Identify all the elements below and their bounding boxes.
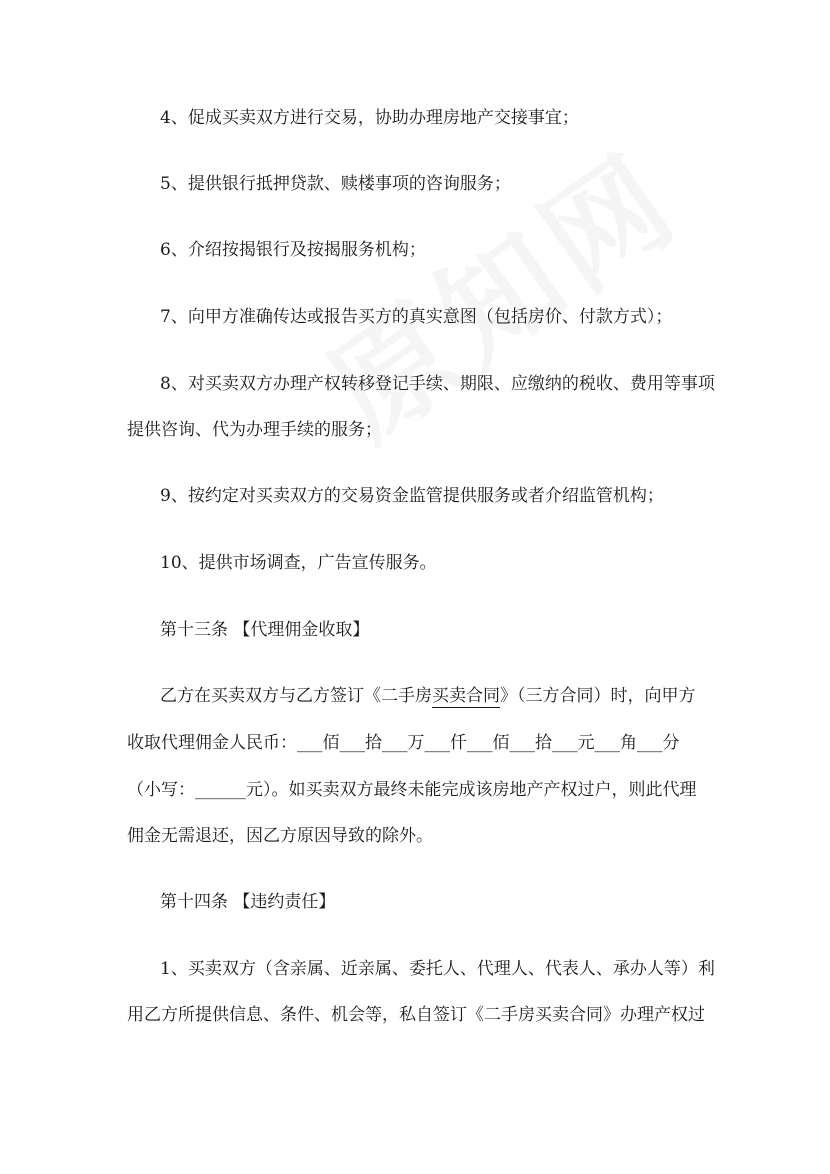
clause-item-5: 5、提供银行抵押贷款、赎楼事项的咨询服务； <box>160 174 511 194</box>
watermark <box>290 106 708 471</box>
article-13-line4: 佣金无需退还，因乙方原因导致的除外。 <box>127 826 433 846</box>
article-13-line3: （小写：______元）。如买卖双方最终未能完成该房地产产权过户，则此代理 <box>127 780 697 800</box>
clause-item-6: 6、介绍按揭银行及按揭服务机构； <box>160 240 426 260</box>
clause-item-8-line1: 8、对买卖双方办理产权转移登记手续、期限、应缴纳的税收、费用等事项 <box>160 374 715 394</box>
article-13-line1-end: 》（三方合同）时，向甲方 <box>500 686 696 706</box>
article-14-line1: 1、买卖双方（含亲属、近亲属、委托人、代理人、代表人、承办人等）利 <box>160 959 715 979</box>
article-14-heading: 第十四条 【违约责任】 <box>160 892 336 912</box>
article-13-line1-start: 乙方在买卖双方与乙方签订《二手房 <box>160 686 432 706</box>
article-13-line1 <box>160 684 696 708</box>
article-13-line2: 收取代理佣金人民币：___佰___拾___万___仟___佰___拾___元___角___分 <box>127 733 680 753</box>
clause-item-7: 7、向甲方准确传达或报告买方的真实意图（包括房价、付款方式）； <box>160 307 673 327</box>
clause-item-4: 4、促成买卖双方进行交易，协助办理房地产交接事宜； <box>160 108 579 128</box>
clause-item-10: 10、提供市场调查，广告宣传服务。 <box>160 553 437 573</box>
underlined-contract-name: 买卖合同 <box>432 686 500 706</box>
article-14-line2: 用乙方所提供信息、条件、机会等，私自签订《二手房买卖合同》办理产权过 <box>127 1005 705 1025</box>
clause-item-9: 9、按约定对买卖双方的交易资金监管提供服务或者介绍监管机构； <box>160 486 664 506</box>
clause-item-8-line2: 提供咨询、代为办理手续的服务； <box>127 420 382 440</box>
article-13-heading: 第十三条 【代理佣金收取】 <box>160 620 370 640</box>
